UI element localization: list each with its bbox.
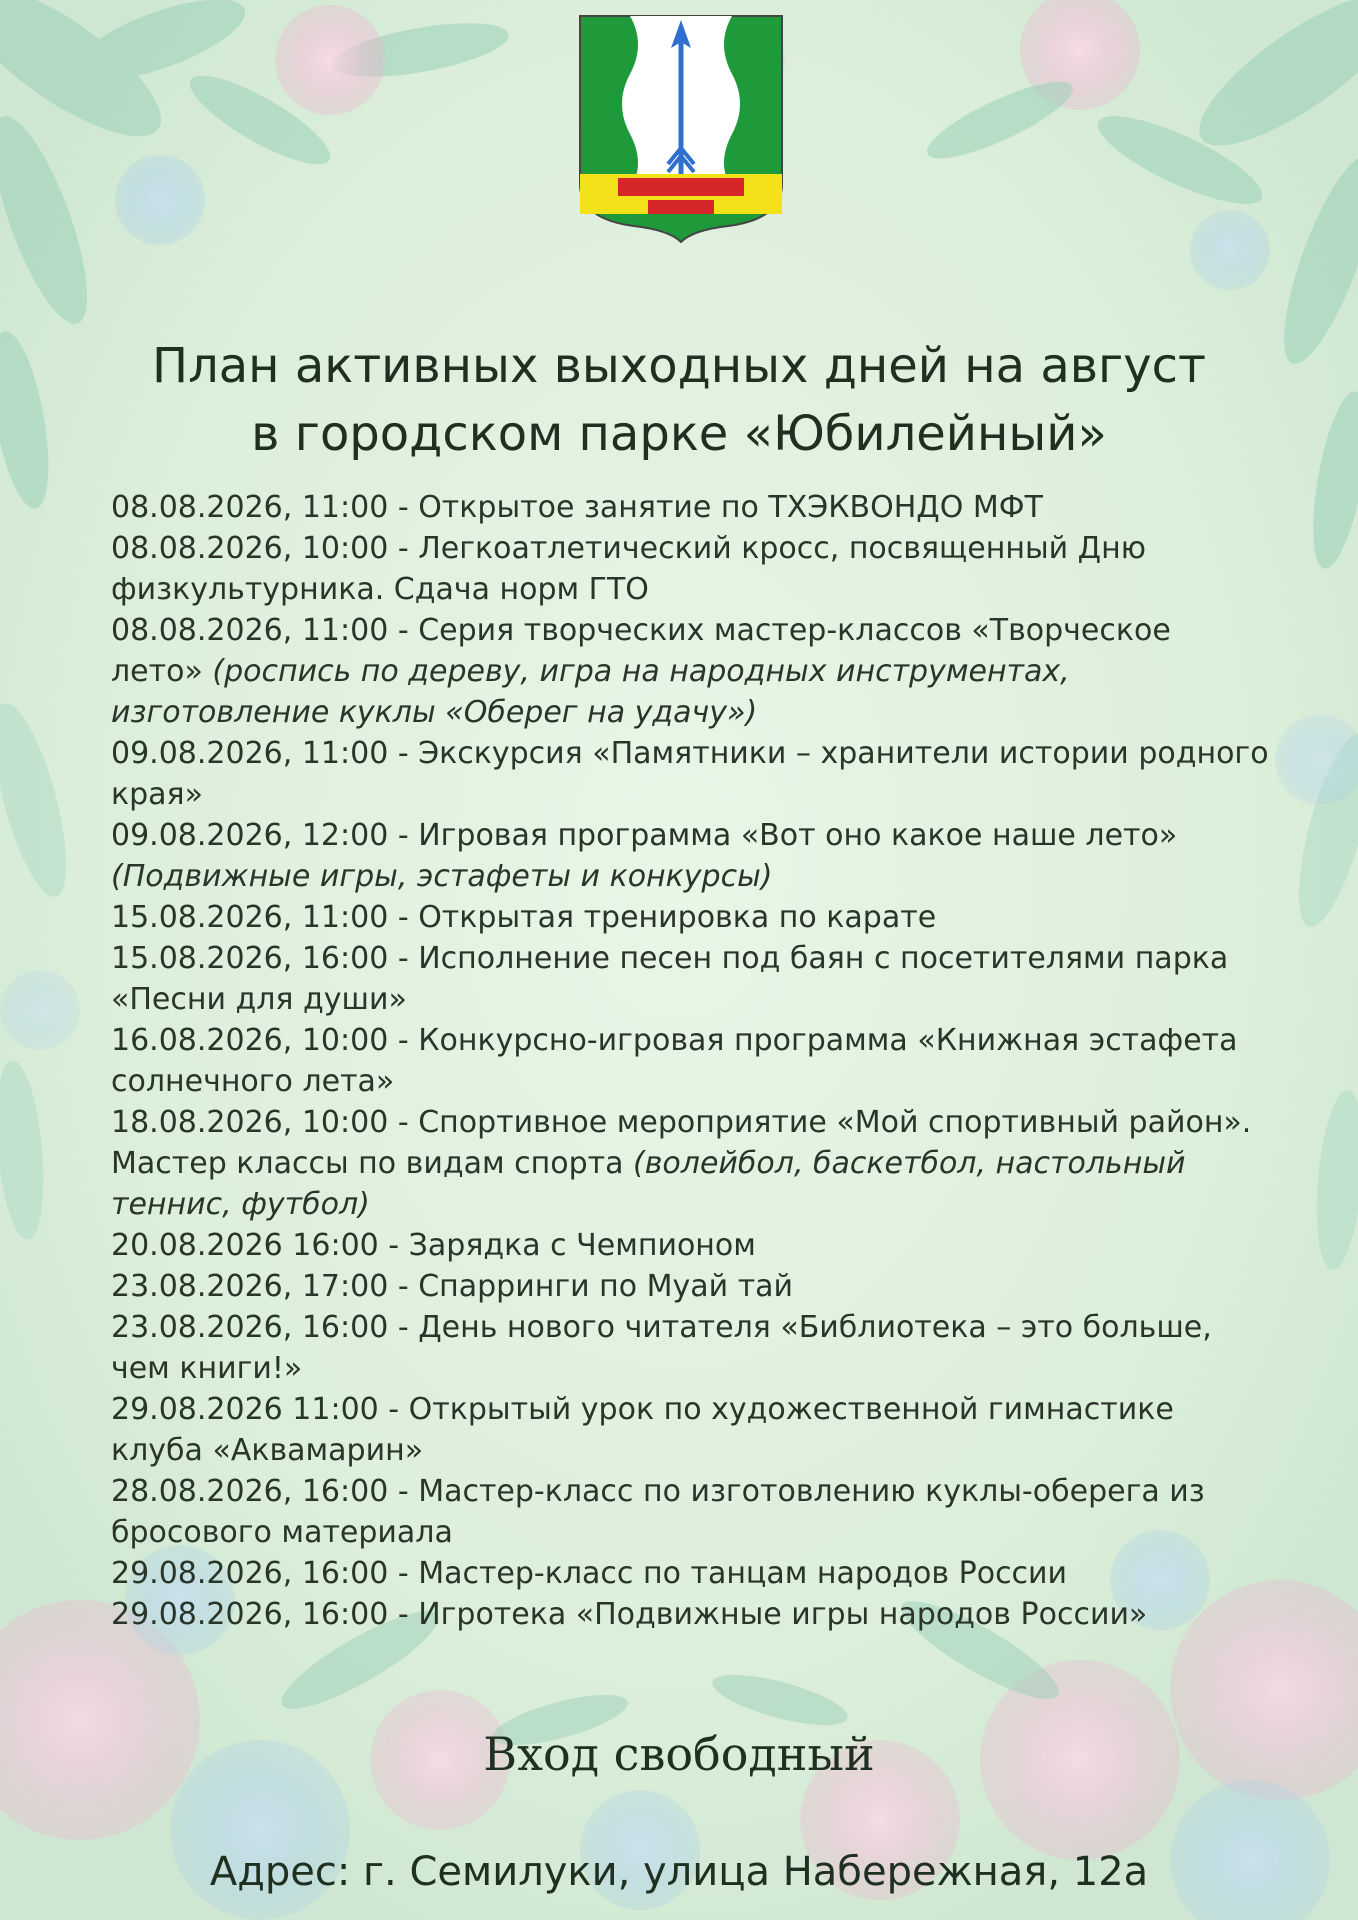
event-title: Открытое занятие по ТХЭКВОНДО МФТ [408,490,1043,525]
list-item [111,1594,1271,1635]
event-title: Легкоатлетический кросс, посвященный Дню физкультурника. Сдача норм ГТО [111,531,1146,607]
event-title: Игротека «Подвижные игры народов России» [408,1597,1148,1632]
event-datetime: 09.08.2026, 11:00 - [111,736,409,771]
list-item [111,528,1271,610]
event-title: Игровая программа «Вот оно какое наше лето» [408,818,1178,853]
event-list [111,487,1271,1635]
list-item [111,1307,1271,1389]
title-line-2: в городском парке «Юбилейный» [251,406,1107,463]
event-datetime: 08.08.2026, 10:00 - [111,531,409,566]
address-line: Адрес: г. Семилуки, улица Набережная, 12а [209,1849,1149,1895]
list-item [111,897,1271,938]
list-item [111,938,1271,1020]
list-item [111,487,1271,528]
event-datetime: 28.08.2026, 16:00 - [111,1474,409,1509]
list-item [111,1266,1271,1307]
title-line-1: План активных выходных дней на август [151,338,1206,395]
event-datetime: 16.08.2026, 10:00 - [111,1023,409,1058]
list-item [111,815,1271,897]
event-title: Спарринги по Муай тай [408,1269,794,1304]
event-note: (Подвижные игры, эстафеты и конкурсы) [111,859,773,894]
event-title: День нового читателя «Библиотека – это больше, чем книги!» [111,1310,1212,1386]
list-item [111,1020,1271,1102]
list-item [111,1102,1271,1225]
event-datetime: 29.08.2026 11:00 - [111,1392,400,1427]
event-title: Серия творческих мастер-классов «Творческое лето» [111,613,1171,689]
event-datetime: 15.08.2026, 16:00 - [111,941,409,976]
event-datetime: 20.08.2026 16:00 - [111,1228,400,1263]
free-entry-notice: Вход свободный [483,1727,875,1781]
event-title: Спортивное мероприятие «Мой спортивный район». Мастер классы по видам спорта [111,1105,1252,1181]
event-title: Открытый урок по художественной гимнастике клуба «Аквамарин» [111,1392,1174,1468]
event-note: (волейбол, баскетбол, настольный теннис, футбол) [111,1146,1186,1222]
list-item [111,733,1271,815]
event-title: Мастер-класс по танцам народов России [408,1556,1068,1591]
list-item [111,1471,1271,1553]
list-item [111,1389,1271,1471]
event-datetime: 29.08.2026, 16:00 - [111,1556,409,1591]
event-datetime: 29.08.2026, 16:00 - [111,1597,409,1632]
event-title: Открытая тренировка по карате [408,900,937,935]
page-title [0,332,1358,468]
event-title: Конкурсно-игровая программа «Книжная эстафета солнечного лета» [111,1023,1238,1099]
event-datetime: 08.08.2026, 11:00 - [111,490,409,525]
list-item [111,610,1271,733]
event-note: (роспись по дереву, игра на народных инструментах, изготовление куклы «Оберег на удачу») [111,654,1070,730]
event-datetime: 23.08.2026, 17:00 - [111,1269,409,1304]
event-datetime: 09.08.2026, 12:00 - [111,818,409,853]
event-datetime: 15.08.2026, 11:00 - [111,900,409,935]
event-title: Мастер-класс по изготовлению куклы-оберега из бросового материала [111,1474,1205,1550]
list-item [111,1553,1271,1594]
event-datetime: 23.08.2026, 16:00 - [111,1310,409,1345]
event-title: Зарядка с Чемпионом [399,1228,756,1263]
coat-of-arms-emblem [578,14,784,244]
event-title: Экскурсия «Памятники – хранители истории родного края» [111,736,1269,812]
event-title: Исполнение песен под баян с посетителями парка «Песни для души» [111,941,1229,1017]
list-item [111,1225,1271,1266]
event-datetime: 08.08.2026, 11:00 - [111,613,409,648]
event-datetime: 18.08.2026, 10:00 - [111,1105,409,1140]
